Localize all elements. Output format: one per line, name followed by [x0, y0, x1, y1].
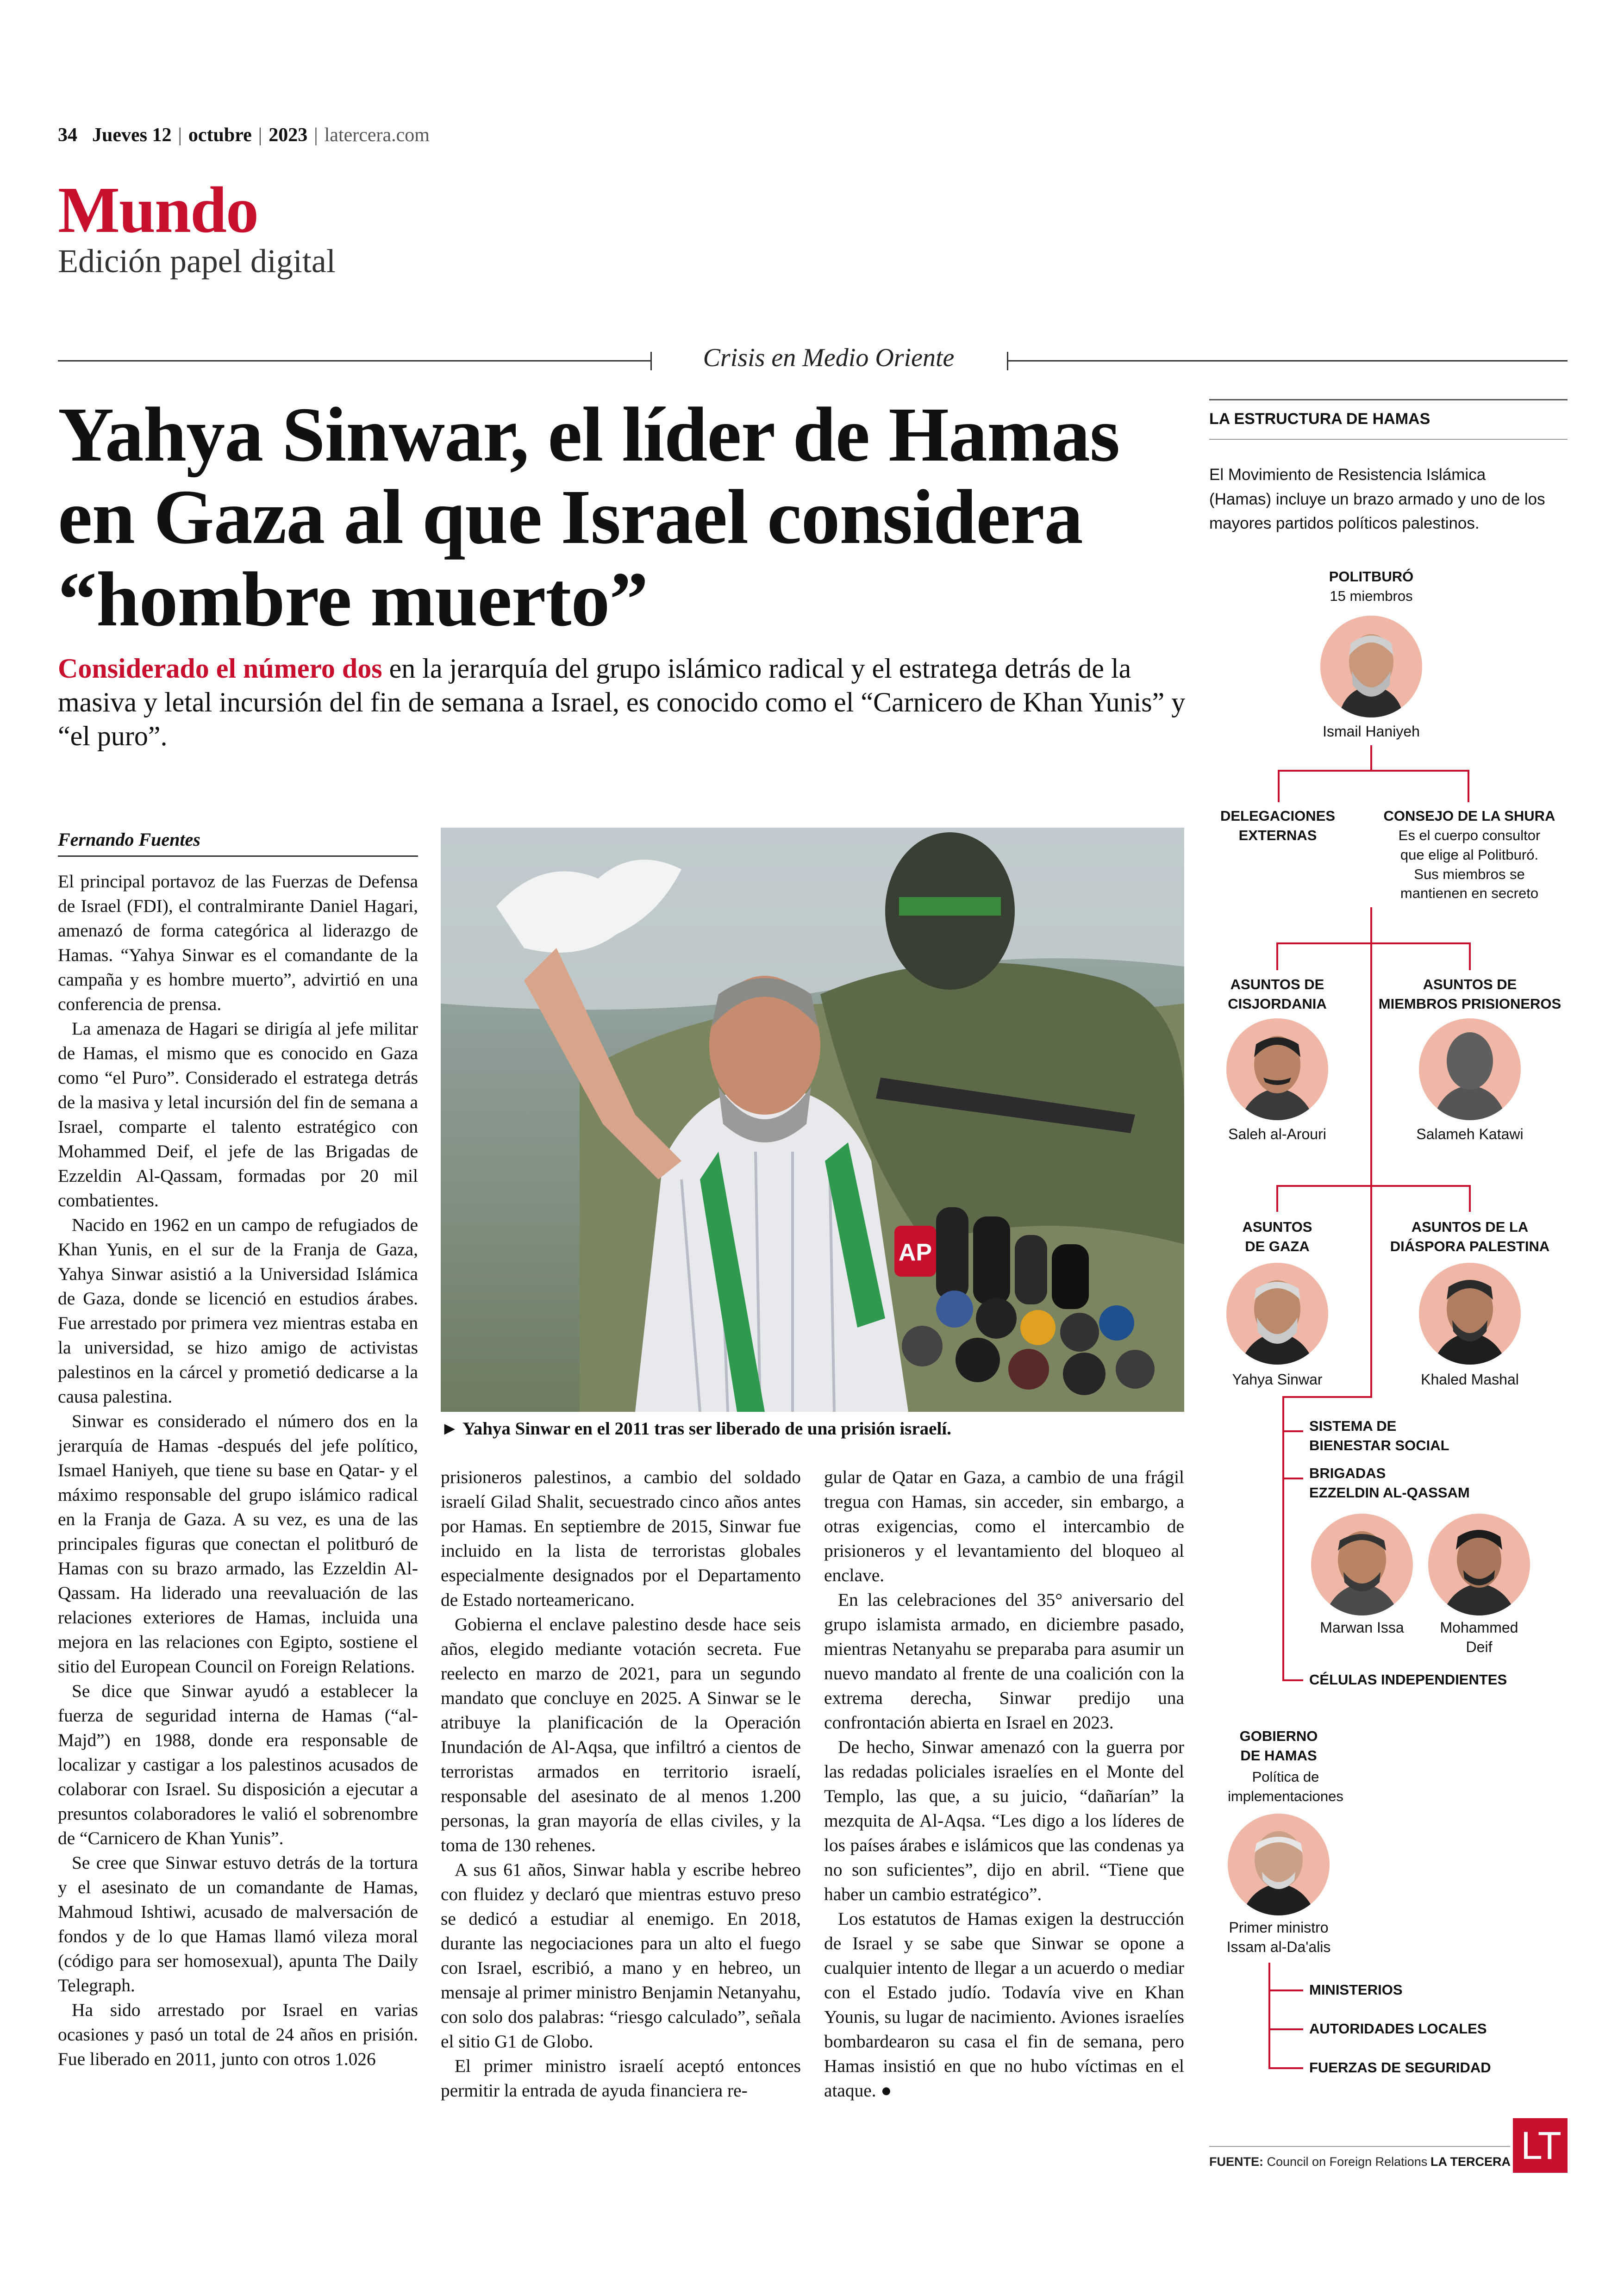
security-forces-label: FUERZAS DE SEGURIDAD [1309, 2059, 1491, 2076]
portrait-illustration [1311, 1514, 1413, 1615]
brand-name: LA TERCERA [1430, 2155, 1511, 2169]
paragraph: El principal portavoz de las Fuerzas de Defensa de Israel (FDI), el contralmirante Daniel Hagari, amenazó de forma categórica al liderazgo de Hamas. “Yahya Sinwar es el comandante de la campaña y es hombre muerto”, advirtió en una conferencia de prensa. [58, 871, 418, 1014]
source-label: FUENTE: [1209, 2155, 1263, 2169]
external-delegations-label [1209, 806, 1346, 845]
connector-line [1282, 1679, 1303, 1681]
paragraph: A sus 61 años, Sinwar habla y escribe hebreo con fluidez y declaró que mientras estuvo preso se dedicó a estudiar al enemigo. En 2018, durante las negociaciones para un alto el fuego con Israel, escribió, a mano y en hebreo, un mensaje al primer ministro Benjamin Netanyahu, con solo dos palabras: “riesgo calculado”, señala el sitio G1 de Globo. [441, 1859, 801, 2052]
portrait-issam-al-daalis [1228, 1814, 1330, 1915]
label-line: ASUNTOS DE [1423, 976, 1517, 992]
paragraph: Se cree que Sinwar estuvo detrás de la tortura y el asesinato de un comandante de Hamas, Mahmoud Ishtiwi, acusado de malversación de fondos y de lo que Hamas llamó vileza moral (código para ser homosexual), apunta The Daily Telegraph. [58, 1852, 418, 1996]
folio-separator: | [258, 125, 262, 146]
connector-line [1468, 770, 1469, 802]
shura-description: Es el cuerpo consultor [1398, 827, 1541, 843]
person-name: Primer ministro [1229, 1919, 1329, 1936]
connector-line [1282, 1478, 1303, 1479]
portrait-illustration [1228, 1814, 1330, 1915]
portrait-yahya-sinwar [1226, 1263, 1328, 1365]
connector-line [1282, 1398, 1284, 1680]
label-line: BRIGADAS [1309, 1465, 1386, 1481]
label-line: SISTEMA DE [1309, 1418, 1397, 1434]
article-column-3 [824, 1465, 1184, 2103]
person-name: Marwan Issa [1320, 1619, 1404, 1636]
folio-month: octubre [188, 125, 252, 146]
folio [58, 124, 430, 146]
politburo-label: POLITBURÓ [1329, 568, 1414, 585]
portrait-khaled-mashal [1419, 1263, 1521, 1365]
deck-text: en la jerarquía del grupo islámico radical y el estratega detrás de la masiva y letal incursión del fin de semana a Israel, es conocido como el “Carnicero de Khan Yunis” y “el puro”. [58, 653, 1186, 752]
end-mark: ● [881, 2080, 892, 2101]
portrait-illustration [1226, 1263, 1328, 1365]
paragraph: En las celebraciones del 35° aniversario del grupo islamista armado, en diciembre pasado, mientras Netanyahu se preparaba para asumir un nuevo mandato al frente de una coalición con la extrema derecha, Sinwar predijo una confrontación abierta en Israel en 2023. [824, 1590, 1184, 1733]
shura-description: que elige al Politburó. [1400, 846, 1539, 863]
brigades-label [1309, 1464, 1470, 1503]
byline-rule [58, 855, 418, 857]
section-subtitle: Edición papel digital [58, 243, 336, 280]
portrait-ismail-haniyeh [1320, 616, 1422, 717]
byline: Fernando Fuentes [58, 829, 200, 850]
shura-description: mantienen en secreto [1400, 885, 1539, 902]
person-name: Mohammed [1440, 1619, 1518, 1636]
paragraph-text: Los estatutos de Hamas exigen la destrucción de Israel y se sabe que Sinwar se opone a cualquier intento de llegar a un acuerdo o mediar con el Estado judío. Todavía vive en Khan Younis, su lugar de nacimiento. Aviones israelíes bombardearon su casa el fin de semana, pero Hamas insistió en que no hubo víctimas en el ataque. [824, 1908, 1184, 2101]
kicker-rule-left [58, 360, 650, 362]
paragraph: La amenaza de Hagari se dirigía al jefe militar de Hamas, el mismo que es conocido en Gaza como “el Puro”. Considerado el estratega detrás de la masiva y letal incursión del fin de semana a Israel, comparte el talento estratégico con Mohammed Deif, el jefe de las Brigadas de Ezzeldin Al-Qassam, formadas por 20 mil combatientes. [58, 1018, 418, 1210]
kicker-bar-left [650, 352, 652, 370]
paragraph: prisioneros palestinos, a cambio del soldado israelí Gilad Shalit, secuestrado cinco años antes por Hamas. En septiembre de 2015, Sinwar fue incluido en la lista de terroristas globales especialmente designados por el Departamento de Estado norteamericano. [441, 1467, 801, 1610]
portrait-illustration [1419, 1018, 1521, 1120]
connector-line [1370, 745, 1372, 771]
welfare-label [1309, 1416, 1449, 1455]
label-line: Política de [1252, 1769, 1319, 1785]
footer-rule [1209, 2146, 1510, 2147]
connector-line [1268, 1963, 1270, 2068]
article-photo [441, 828, 1184, 1412]
person-name: Issam al-Da'alis [1226, 1939, 1331, 1955]
page-number: 34 [58, 125, 77, 146]
connector-line [1278, 770, 1469, 772]
label-line: ASUNTOS DE LA [1411, 1219, 1529, 1235]
source-text: Council on Foreign Relations [1267, 2155, 1428, 2169]
label-line: GOBIERNO [1239, 1728, 1318, 1744]
paragraph: Nacido en 1962 en un campo de refugiados de Khan Yunis, en el sur de la Franja de Gaza, Yahya Sinwar asistió a la Universidad Islámica de Gaza, donde se licenció en estudios árabes. Fue arrestado por primera vez mientras estaba en la universidad, se hizo amigo de activistas palestinos en la cárcel y prometió dedicarse a la causa palestina. [58, 1215, 418, 1407]
folio-day: Jueves 12 [92, 125, 172, 146]
portrait-marwan-issa [1311, 1514, 1413, 1615]
label-line: DIÁSPORA PALESTINA [1390, 1238, 1550, 1254]
kicker: Crisis en Medio Oriente [703, 343, 955, 372]
person-name: Saleh al-Arouri [1228, 1126, 1326, 1142]
label-line: DE GAZA [1245, 1238, 1310, 1254]
label-line: MIEMBROS PRISIONEROS [1378, 995, 1562, 1012]
connector-line [1276, 1185, 1278, 1212]
deck [58, 652, 1192, 754]
infographic-intro: El Movimiento de Resistencia Islámica (Hamas) incluye un brazo armado y uno de los mayores partidos políticos palestinos. [1209, 466, 1545, 532]
paragraph: Se dice que Sinwar ayudó a establecer la fuerza de seguridad interna de Hamas (“al-Majd”) en 1988, donde era responsable de localizar y castigar a los palestinos acusados de colaborar con Israel. Su disposición a ejecutar a presuntos colaboradores le valió el sobrenombre de “Carnicero de Khan Yunis”. [58, 1681, 418, 1848]
government-label [1209, 1727, 1348, 1765]
label-line: EXTERNAS [1238, 827, 1317, 843]
person-name: Khaled Mashal [1421, 1371, 1519, 1388]
government-description [1209, 1767, 1362, 1806]
label-line: ASUNTOS [1242, 1219, 1312, 1235]
deck-lead: Considerado el número dos [58, 653, 382, 684]
local-authorities-label: AUTORIDADES LOCALES [1309, 2021, 1487, 2037]
connector-line [1469, 942, 1471, 970]
folio-year: 2023 [269, 125, 308, 146]
paragraph: Sinwar es considerado el número dos en la jerarquía de Hamas -después del jefe político, Ismael Haniyeh, que tiene su base en Qatar- y el máximo responsable del grupo islámico radical en la Franja de Gaza. A su vez, es una de las principales figuras que conectan el politburó de Hamas con su brazo armado, las Ezzeldin Al-Qassam. Ha liderado una reevaluación de las relaciones exteriores de Hamas, incluida una mejora en las relaciones con Egipto, sostiene el sitio del European Council on Foreign Relations. [58, 1411, 418, 1677]
person-name: Deif [1466, 1639, 1493, 1655]
connector-line [1276, 942, 1471, 944]
portrait-illustration [1428, 1514, 1530, 1615]
gaza-affairs-label [1212, 1217, 1343, 1256]
paragraph [824, 1907, 1184, 2103]
westbank-label [1212, 975, 1343, 1014]
article-column-1 [58, 869, 418, 2071]
politburo-members: 15 miembros [1330, 588, 1413, 604]
label-line: DE HAMAS [1240, 1747, 1317, 1764]
paragraph: gular de Qatar en Gaza, a cambio de una frágil tregua con Hamas, sin acceder, sin embargo, a otras exigencias, como el intercambio de prisioneros y el levantamiento del bloqueo al enclave. [824, 1467, 1184, 1585]
label-line: DELEGACIONES [1220, 808, 1336, 824]
portrait-mohammed-deif [1428, 1514, 1530, 1615]
mic-label: AP [898, 1239, 932, 1266]
label-line: BIENESTAR SOCIAL [1309, 1437, 1449, 1453]
infographic-title: LA ESTRUCTURA DE HAMAS [1209, 410, 1430, 428]
connector-line [1268, 2067, 1303, 2069]
source-credit [1209, 2155, 1427, 2169]
photo-illustration [441, 828, 1184, 1412]
connector-line [1268, 2028, 1303, 2030]
paragraph: Ha sido arrestado por Israel en varias ocasiones y pasó un total de 24 años en prisión. Fue liberado en 2011, junto con otros 1.026 [58, 2000, 418, 2069]
connector-line [1276, 1185, 1471, 1187]
la-tercera-logo: LT [1513, 2118, 1568, 2173]
independent-cells-label: CÉLULAS INDEPENDIENTES [1309, 1671, 1507, 1688]
connector-line [1282, 1430, 1303, 1432]
infographic-title-rule [1209, 439, 1568, 440]
portrait-illustration [1320, 616, 1422, 717]
portrait-salameh-katawi [1419, 1018, 1521, 1120]
diaspora-label [1373, 1217, 1567, 1256]
site-link[interactable]: latercera.com [324, 125, 430, 146]
person-name: Salameh Katawi [1416, 1126, 1524, 1142]
prisoners-label [1373, 975, 1567, 1014]
connector-line [1276, 942, 1278, 970]
portrait-illustration [1226, 1018, 1328, 1120]
kicker-rule-right [1008, 360, 1568, 362]
label-line: EZZELDIN AL-QASSAM [1309, 1484, 1470, 1501]
paragraph: De hecho, Sinwar amenazó con la guerra por las redadas policiales israelíes en el Monte del Templo, las que, a su juicio, “dañarían” la mezquita de Al-Aqsa. “Les digo a los líderes de los países árabes e islámicos que las condenas ya no son suficientes”, dijo en abril. “Tiene que haber un cambio estratégico”. [824, 1737, 1184, 1904]
label-line: ASUNTOS DE [1230, 976, 1324, 992]
label-line: CISJORDANIA [1228, 995, 1327, 1012]
shura-description: Sus miembros se [1414, 866, 1525, 882]
paragraph: El primer ministro israelí aceptó entonces permitir la entrada de ayuda financiera re- [441, 2056, 801, 2101]
shura-label: CONSEJO DE LA SHURA [1383, 808, 1555, 824]
shura-council [1371, 806, 1568, 903]
photo-caption: ► Yahya Sinwar en el 2011 tras ser liberado de una prisión israelí. [441, 1419, 951, 1439]
article-column-2 [441, 1465, 801, 2103]
connector-line [1278, 770, 1280, 802]
portrait-saleh-al-arouri [1226, 1018, 1328, 1120]
headline: Yahya Sinwar, el líder de Hamas en Gaza al que Israel considera “hombre muerto” [58, 392, 1120, 643]
connector-line [1268, 1989, 1303, 1991]
ministries-label: MINISTERIOS [1309, 1982, 1403, 1998]
person-name: Yahya Sinwar [1232, 1371, 1323, 1388]
connector-line [1370, 907, 1372, 1397]
connector-line [1282, 1396, 1372, 1398]
portrait-illustration [1419, 1263, 1521, 1365]
folio-separator: | [178, 125, 182, 146]
person-name: Ismail Haniyeh [1323, 723, 1420, 740]
paragraph: Gobierna el enclave palestino desde hace seis años, elegido mediante votación secreta. Fue reelecto en marzo de 2021, para un segundo mandato que concluye en 2025. A Sinwar se le atribuye la planificación de la Operación Inundación de Al-Aqsa, que infiltró a cientos de terroristas armados en territorio israelí, responsable del asesinato de al menos 1.200 personas, la gran mayoría de ellas civiles, y la toma de 130 rehenes. [441, 1614, 801, 1855]
folio-separator: | [314, 125, 318, 146]
section-title: Mundo [58, 173, 258, 246]
label-line: implementaciones [1228, 1788, 1343, 1804]
infographic-top-rule [1209, 399, 1568, 400]
connector-line [1469, 1185, 1471, 1212]
